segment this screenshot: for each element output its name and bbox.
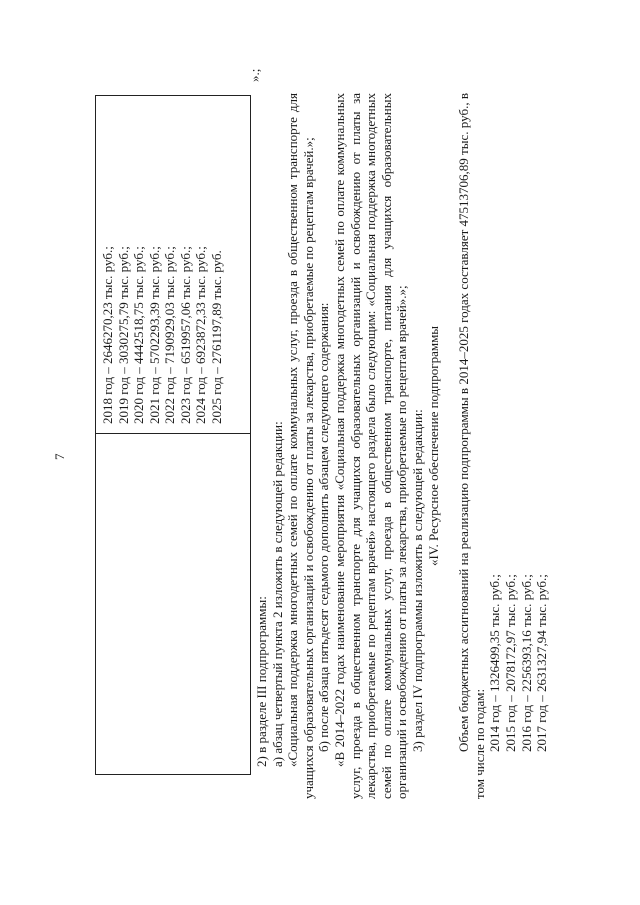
table-value-line: 2024 год – 6923872,33 тыс. руб.; — [193, 246, 208, 424]
paragraph-item-b: б) после абзаца пятьдесят седьмого дополнить абзацем следующего содержания: — [316, 302, 332, 752]
paragraph-budget-total: Объем бюджетных ассигнований на реализацию подпрограммы в 2014–2025 годах составляет 47513706,89 тыс. руб., в том числе по годам: — [456, 93, 487, 799]
section-heading: «IV. Ресурсное обеспечение подпрограммы — [425, 325, 441, 567]
table-value-line: 2019 год – 3030275,79 тыс. руб.; — [115, 246, 131, 424]
funding-table — [95, 95, 251, 775]
year-list-item: 2017 год – 2631327,94 тыс. руб.; — [534, 574, 550, 752]
paragraph-quote-2: «В 2014–2022 годах наименование мероприятия «Социальная поддержка многодетных семей по оплате коммунальных услуг, проезда в общественном транспорте для учащихся образовательных организаций и освобождению от платы за лекарства, приобретаемые по рецептам врачей» настоящего раздела было следующим: «Социальная поддержка многодетных семей по оплате коммунальных услуг, проезда в общественном транспорте, питания для учащихся образовательных организаций и освобождению от платы за лекарства, приобретаемые по рецептам врачей».»; — [331, 93, 410, 799]
year-list-item: 2015 год – 2078172,97 тыс. руб.; — [502, 574, 518, 752]
table-closing-quote: ».; — [247, 68, 262, 82]
document-body — [254, 93, 550, 799]
table-value-line: 2023 год – 6519957,06 тыс. руб.; — [177, 246, 193, 424]
table-values-cell — [100, 246, 224, 424]
paragraph-item-a: а) абзац четвертый пункта 2 изложить в следующей редакции: — [269, 421, 285, 767]
paragraph-section-iii: 2) в разделе III подпрограммы: — [254, 596, 269, 767]
table-value-line: 2018 год – 2646270,23 тыс. руб.; — [100, 246, 115, 424]
table-value-line: 2020 год – 4442518,75 тыс. руб.; — [131, 246, 146, 424]
year-list-item: 2016 год – 2256393,16 тыс. руб.; — [518, 574, 534, 752]
page-number: 7 — [52, 453, 67, 460]
table-value-line: 2021 год – 5702293,39 тыс. руб.; — [146, 246, 162, 424]
table-value-line: 2022 год – 7190929,03 тыс. руб.; — [162, 246, 177, 424]
year-list-item: 2014 год – 1326499,35 тыс. руб.; — [487, 574, 503, 752]
paragraph-quote-1: «Социальная поддержка многодетных семей по оплате коммунальных услуг, проезда в общественном транспорте для учащихся образовательных организаций и освобождению от платы за лекарства, приобретаемые по рецептам врачей.»; — [285, 93, 316, 799]
table-value-line: 2025 год – 2761197,89 тыс. руб. — [208, 250, 224, 424]
paragraph-section-iv: 3) раздел IV подпрограммы изложить в следующей редакции: — [409, 409, 425, 752]
table-column-divider — [96, 433, 250, 434]
